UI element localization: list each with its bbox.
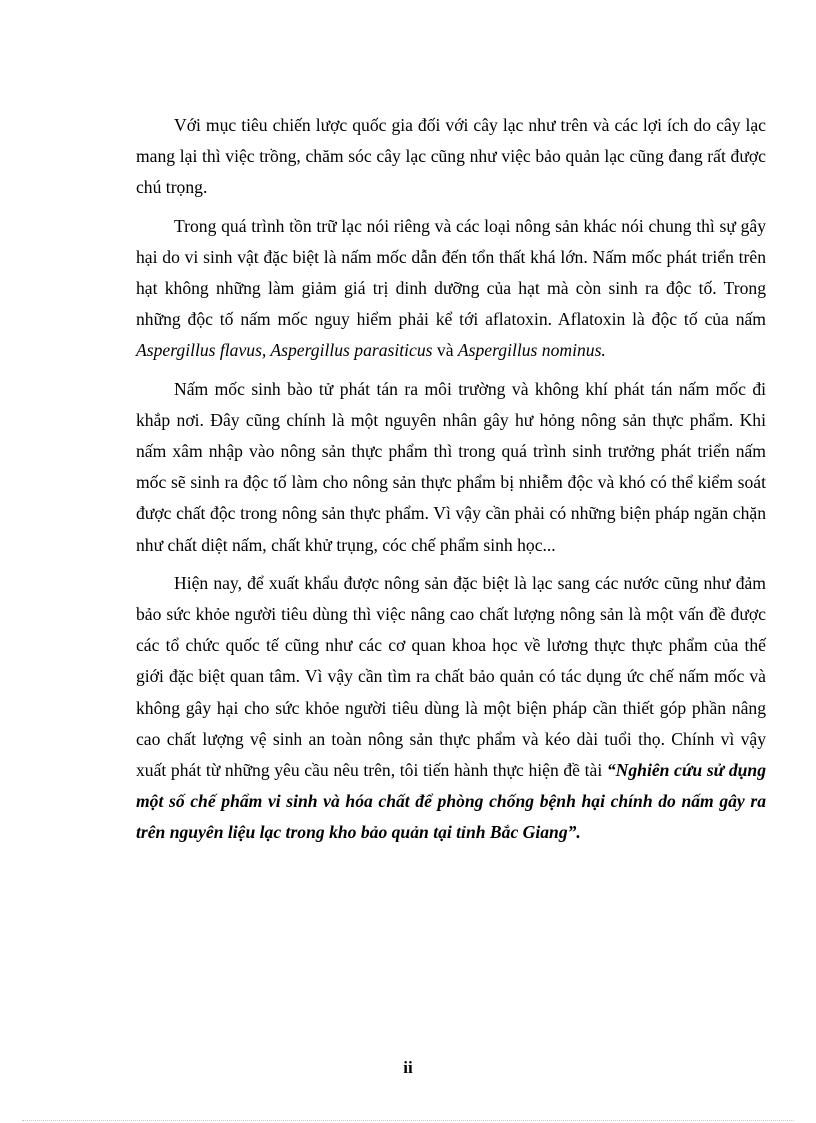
page-number: ii — [403, 1058, 413, 1077]
species-name: Aspergillus nominus. — [457, 340, 606, 361]
page-bottom-border — [22, 1120, 794, 1121]
thesis-title: “Nghiên cứu sử dụng một số chế phẩm vi sinh và hóa chất để phòng chống bệnh hại chính do nấm gây ra trên nguyên liệu lạc trong kho bảo quản tại tỉnh Bắc Giang”. — [136, 760, 767, 843]
paragraph-research-topic — [136, 568, 766, 849]
text-run: Trong quá trình tồn trữ lạc nói riêng và các loại nông sản khác nói chung thì sự gây hại do vi sinh vật đặc biệt là nấm mốc dẫn đến tổn thất khá lớn. Nấm mốc phát triển trên hạt không những làm giảm giá trị dinh dưỡng của hạt mà còn sinh ra độc tố. Trong những độc tố nấm mốc nguy hiểm phải kể tới aflatoxin. Aflatoxin là độc tố của nấm — [136, 215, 766, 330]
text-run: Nấm mốc sinh bào tử phát tán ra môi trường và không khí phát tán nấm mốc đi khắp nơi. Đây cũng chính là một nguyên nhân gây hư hỏng nông sản thực phẩm. Khi nấm xâm nhập vào nông sản thực phẩm thì trong quá trình sinh trưởng phát triển nấm mốc sẽ sinh ra độc tố làm cho nông sản thực phẩm bị nhiễm độc và khó có thể kiểm soát được chất độc trong nông sản thực phẩm. Vì vậy cần phải có những biện pháp ngăn chặn như chất diệt nấm, chất khử trụng, cóc chế phẩm sinh học... — [136, 378, 766, 555]
body-text — [136, 110, 766, 856]
text-run: và — [432, 340, 458, 361]
text-run: Với mục tiêu chiến lược quốc gia đối với cây lạc như trên và các lợi ích do cây lạc mang lại thì việc trồng, chăm sóc cây lạc cũng như việc bảo quản lạc cũng đang rất được chú trọng. — [136, 115, 766, 198]
species-name: Aspergillus flavus, Aspergillus parasiticus — [136, 340, 433, 361]
paragraph-strategy — [136, 110, 766, 204]
paragraph-spores — [136, 374, 766, 561]
text-run: Hiện nay, để xuất khẩu được nông sản đặc biệt là lạc sang các nước cũng như đảm bảo sức khỏe người tiêu dùng thì việc nâng cao chất lượng nông sản là một vấn đề được các tổ chức quốc tế cũng như các cơ quan khoa học về lương thực thực phẩm của thế giới đặc biệt quan tâm. Vì vậy cần tìm ra chất bảo quản có tác dụng ức chế nấm mốc và không gây hại cho sức khỏe người tiêu dùng là một biện pháp cần thiết góp phần nâng cao chất lượng vệ sinh an toàn nông sản thực phẩm và kéo dài tuổi thọ. Chính vì vậy xuất phát từ những yêu cầu nêu trên, tôi tiến hành thực hiện đề tài — [136, 572, 766, 781]
paragraph-storage-mold — [136, 211, 766, 367]
